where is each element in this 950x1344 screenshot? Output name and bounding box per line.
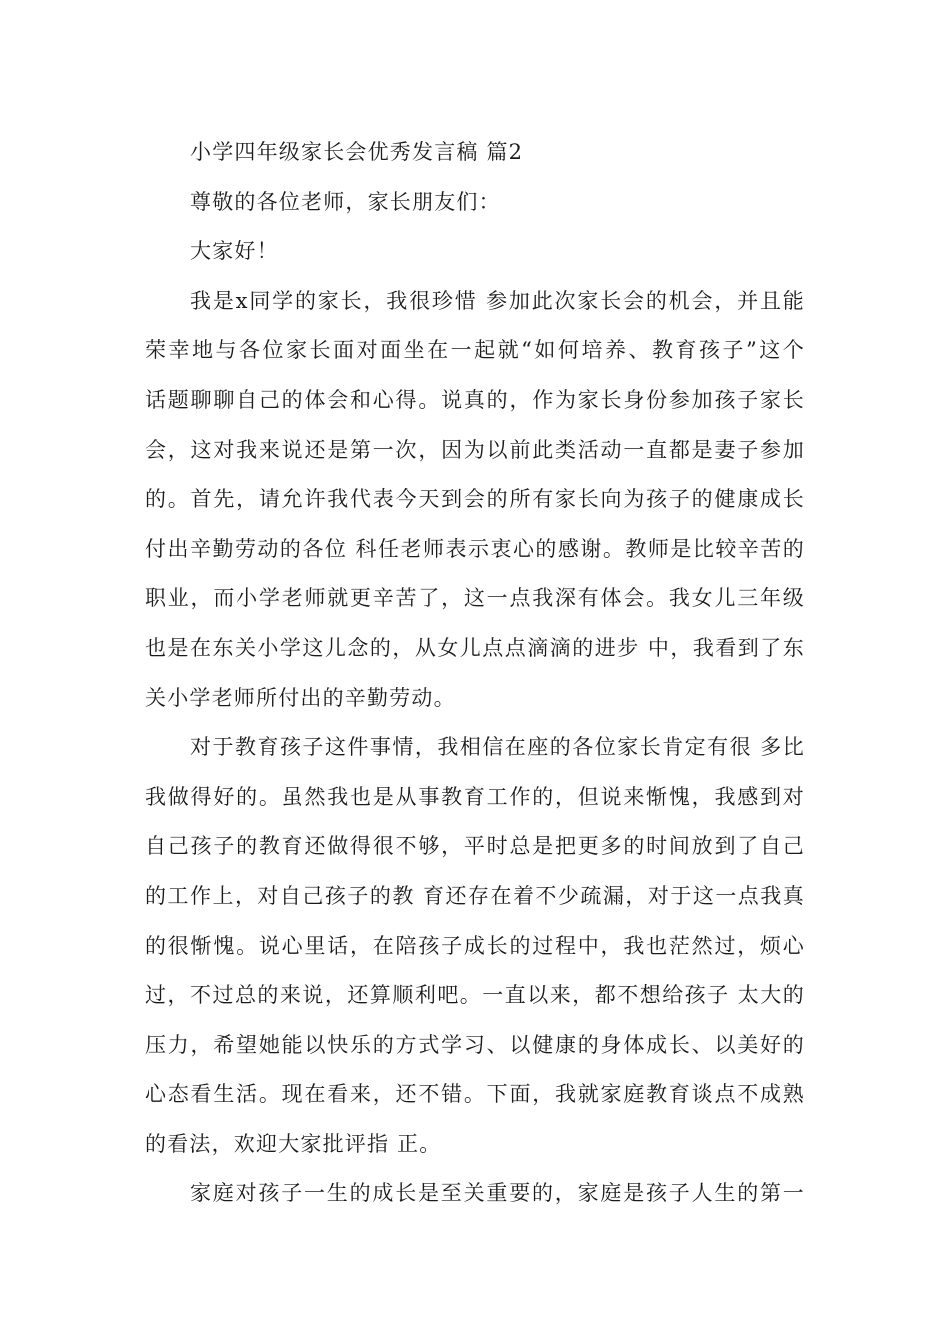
greeting-line: 尊敬的各位老师，家长朋友们： [190,189,501,214]
paragraph-line: 心态看生活。现在看来，还不错。下面，我就家庭教育谈点不成熟 [145,1082,805,1107]
paragraph-line: 会，这对我来说还是第一次，因为以前此类活动一直都是妻子参加 [145,437,805,462]
paragraph-line: 过，不过总的来说，还算顺利吧。一直以来，都不想给孩子 太大的 [145,983,805,1008]
paragraph-2 [145,723,805,1169]
salutation-line: 大家好！ [190,239,279,264]
paragraph-line: 对于教育孩子这件事情，我相信在座的各位家长肯定有很 多比 [190,735,805,760]
paragraph-line: 我做得好的。虽然我也是从事教育工作的，但说来惭愧，我感到对 [145,784,805,809]
paragraph-line: 的看法，欢迎大家批评指 正。 [145,1131,442,1156]
paragraph-line: 话题聊聊自己的体会和心得。说真的，作为家长身份参加孩子家长 [145,387,805,412]
paragraph-line: 职业，而小学老师就更辛苦了，这一点我深有体会。我女儿三年级 [145,586,805,611]
paragraph-line: 我是x同学的家长，我很珍惜 参加此次家长会的机会，并且能 [190,288,805,313]
paragraph-line: 的工作上，对自己孩子的教 育还存在着不少疏漏，对于这一点我真 [145,883,805,908]
paragraph-line: 关小学老师所付出的辛勤劳动。 [145,685,456,710]
paragraph-line: 荣幸地与各位家长面对面坐在一起就“如何培养、教育孩子”这个 [145,338,805,363]
paragraph-line: 也是在东关小学这儿念的，从女儿点点滴滴的进步 中，我看到了东 [145,635,805,660]
paragraph-line: 自己孩子的教育还做得很不够，平时总是把更多的时间放到了自己 [145,834,805,859]
document-title: 小学四年级家长会优秀发言稿 篇2 [190,140,524,164]
paragraph-line: 付出辛勤劳动的各位 科任老师表示衷心的感谢。教师是比较辛苦的 [145,536,805,561]
paragraph-3 [145,1169,805,1219]
paragraph-line: 的很惭愧。说心里话，在陪孩子成长的过程中，我也茫然过，烦心 [145,933,805,958]
paragraph-line: 压力，希望她能以快乐的方式学习、以健康的身体成长、以美好的 [145,1032,805,1057]
paragraph-line: 的。首先，请允许我代表今天到会的所有家长向为孩子的健康成长 [145,487,805,512]
document-body [145,128,805,1219]
paragraph-line: 家庭对孩子一生的成长是至关重要的，家庭是孩子人生的第一 [190,1181,805,1206]
paragraph-1 [145,277,805,723]
